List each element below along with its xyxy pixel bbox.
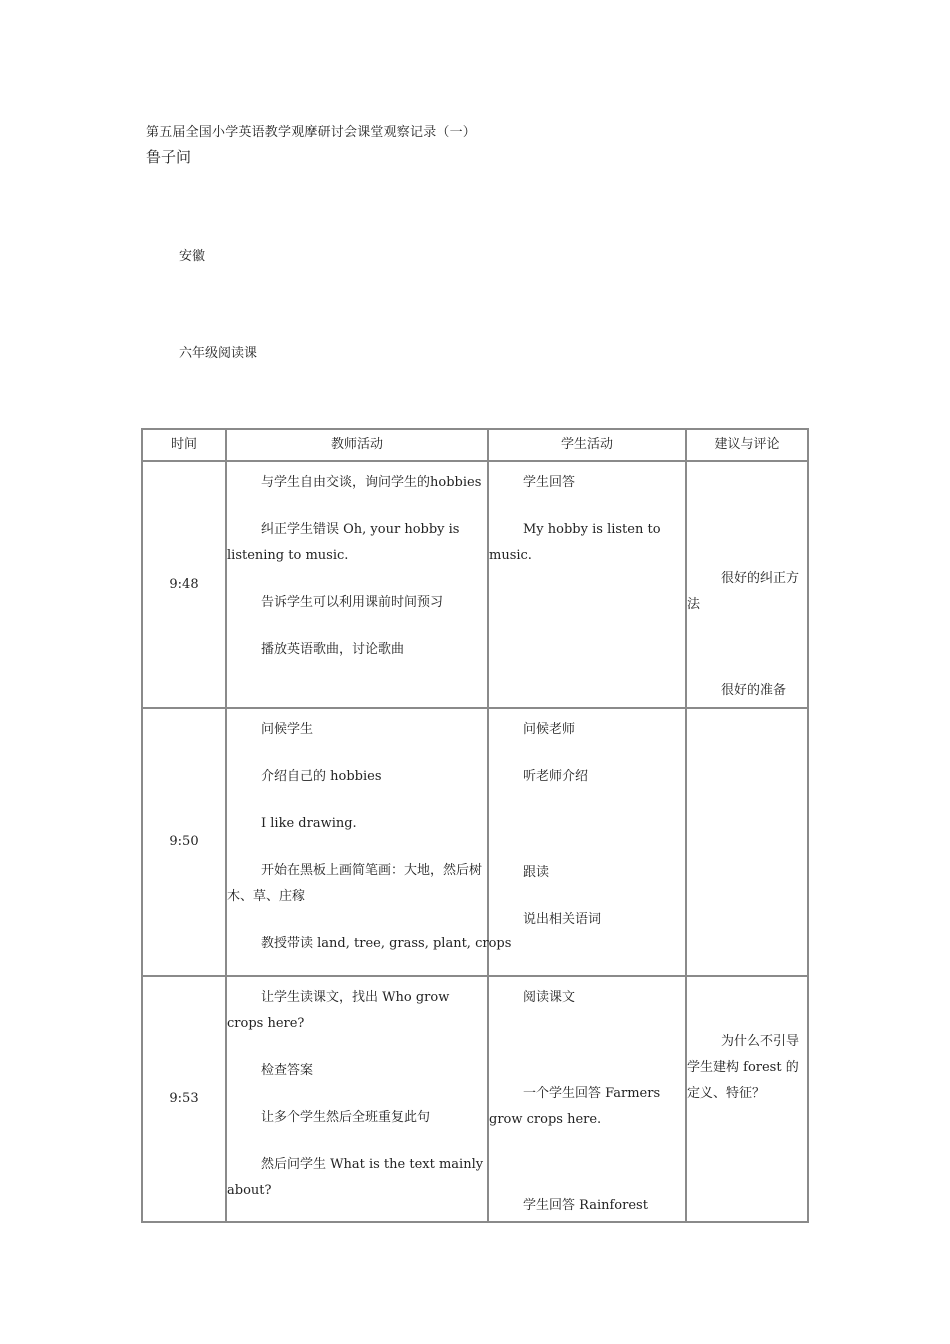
teacher-activity-item: 教授带读 land, tree, grass, plant, crops [261, 936, 512, 951]
table-row [143, 709, 807, 975]
row-time: 9:50 [143, 709, 225, 975]
teacher-activity-item: 纠正学生错误 Oh, your hobby is listening to music. [227, 522, 460, 563]
teacher-activity-item: 播放英语歌曲，讨论歌曲 [261, 642, 405, 657]
teacher-activity-item: I like drawing. [261, 816, 357, 831]
table-header-row [143, 430, 807, 460]
header-time: 时间 [143, 430, 225, 460]
teacher-activity-item: 问候学生 [261, 722, 314, 737]
teacher-activity-item: 让多个学生然后全班重复此句 [261, 1110, 431, 1125]
student-activity-cell [489, 709, 685, 975]
teacher-activity-item: 介绍自己的 hobbies [261, 769, 382, 784]
teacher-activity-cell [227, 709, 512, 975]
lesson-label: 六年级阅读课 [179, 346, 258, 361]
comment-cell [687, 977, 807, 1221]
author-name: 鲁子问 [146, 148, 192, 166]
observation-table [141, 428, 809, 1223]
student-activity-item: 学生回答 Rainforest [523, 1198, 648, 1213]
row-time: 9:48 [143, 462, 225, 707]
teacher-activity-item: 检查答案 [261, 1063, 314, 1078]
document-title: 第五届全国小学英语教学观摩研讨会课堂观察记录（一） [146, 125, 477, 140]
comment-item: 很好的准备 [721, 683, 787, 698]
student-activity-item: My hobby is listen to music. [489, 522, 661, 563]
row-time: 9:53 [143, 977, 225, 1221]
student-activity-cell [489, 977, 685, 1221]
teacher-activity-cell [227, 977, 487, 1221]
student-activity-item: 学生回答 [523, 475, 576, 490]
teacher-activity-item: 开始在黑板上画简笔画：大地，然后树木、草、庄稼 [227, 863, 483, 904]
teacher-activity-item: 然后问学生 What is the text mainly about? [227, 1157, 484, 1198]
teacher-activity-item: 让学生读课文，找出 Who grow crops here? [227, 990, 450, 1031]
student-activity-item: 问候老师 [523, 722, 576, 737]
student-activity-item: 跟读 [523, 865, 550, 880]
header-student-activity: 学生活动 [489, 430, 685, 460]
header-teacher-activity: 教师活动 [227, 430, 487, 460]
comment-cell [687, 709, 807, 975]
teacher-activity-item: 与学生自由交谈，询问学生的hobbies [261, 475, 482, 490]
student-activity-item: 听老师介绍 [523, 769, 589, 784]
province-label: 安徽 [179, 249, 206, 264]
student-activity-item: 说出相关语词 [523, 912, 602, 927]
comment-item: 很好的纠正方法 [687, 571, 800, 612]
teacher-activity-cell [227, 462, 487, 707]
table-row [143, 462, 807, 707]
student-activity-item: 阅读课文 [523, 990, 576, 1005]
comment-item: 为什么不引导学生建构 forest 的定义、特征？ [687, 1034, 800, 1101]
teacher-activity-item: 告诉学生可以利用课前时间预习 [261, 595, 444, 610]
table-row [143, 977, 807, 1221]
header-comments: 建议与评论 [687, 430, 807, 460]
comment-cell [687, 462, 807, 707]
student-activity-cell [489, 462, 685, 707]
student-activity-item: 一个学生回答 Farmers grow crops here. [489, 1086, 661, 1127]
